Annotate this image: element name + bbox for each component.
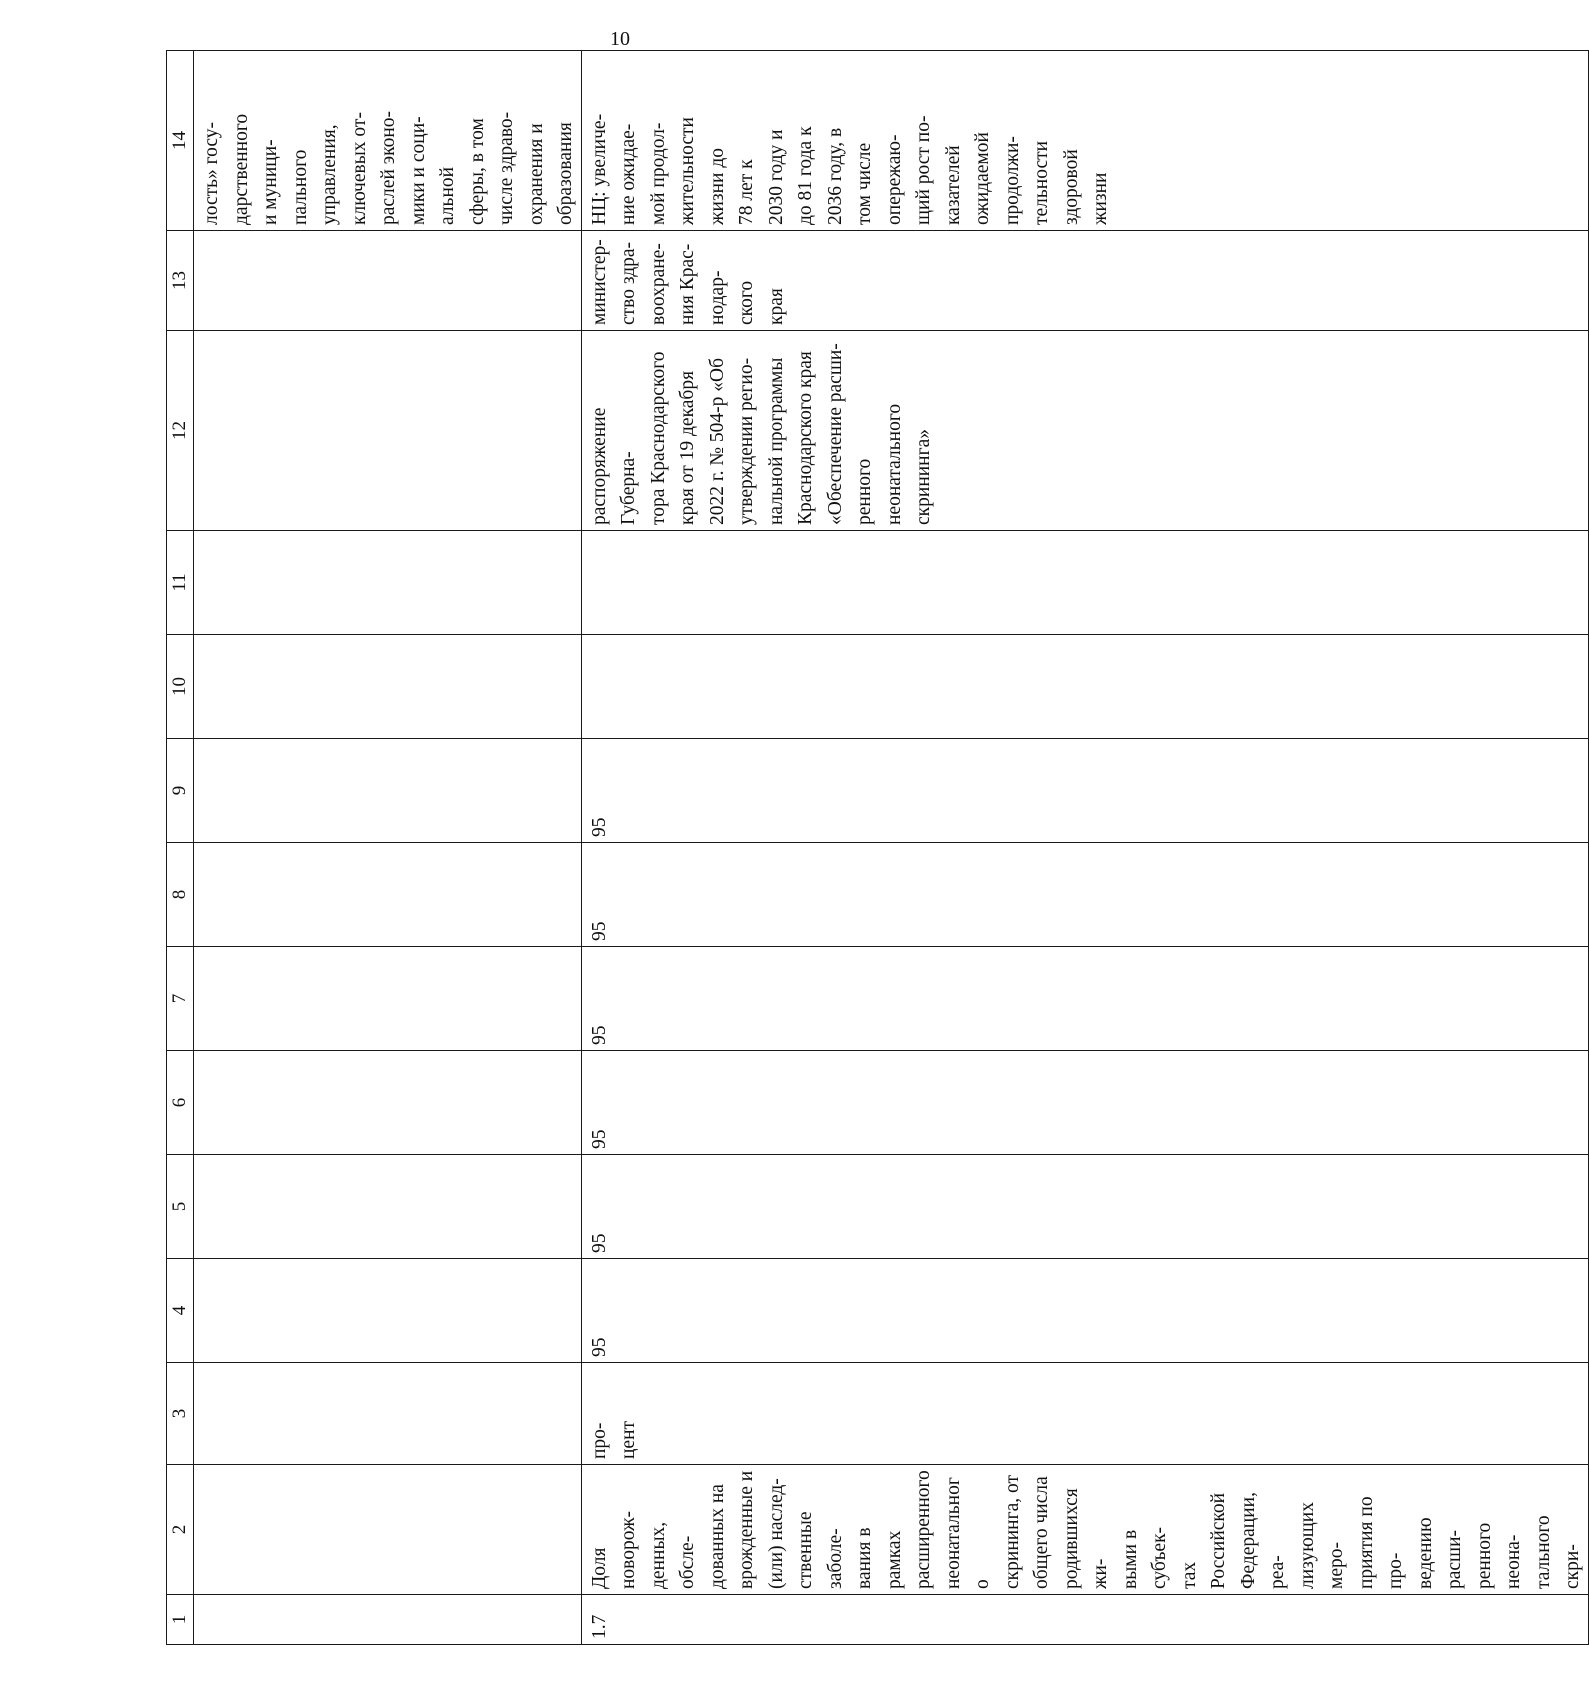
value-cell: 95 [581, 739, 1588, 843]
column-number: 4 [167, 1259, 194, 1363]
table-cell [194, 947, 582, 1051]
column-number: 5 [167, 1155, 194, 1259]
table-row [194, 51, 582, 1645]
column-number: 2 [167, 1465, 194, 1595]
table-cell [194, 635, 582, 739]
document-basis-cell: распоряжение Губерна- тора Краснодарского края от 19 декабря 2022 г. № 504-р «Об утверждении регио- нальной программы Краснодарского края «Обеспечение расши- ренного неонатального скрининга» [581, 331, 1588, 531]
table-cell [194, 843, 582, 947]
table-cell [194, 1363, 582, 1465]
column-number: 6 [167, 1051, 194, 1155]
value-cell: 95 [581, 843, 1588, 947]
row-number-cell: 1.7 [581, 1595, 1588, 1645]
table-cell [194, 1259, 582, 1363]
table-cell [194, 1155, 582, 1259]
column-number: 13 [167, 231, 194, 331]
indicators-table [166, 50, 1589, 1645]
table-cell [194, 1595, 582, 1645]
column-number: 8 [167, 843, 194, 947]
goal-cell: лость» госу- дарственного и муници- пального управления, ключевых от- раслей эконо- мики и соци- альной сферы, в том числе здраво- охранения и образования [194, 51, 582, 231]
column-number: 10 [167, 635, 194, 739]
value-cell: 95 [581, 1259, 1588, 1363]
table-row [581, 51, 1588, 1645]
table-cell [194, 331, 582, 531]
value-cell: 95 [581, 947, 1588, 1051]
table-cell [194, 739, 582, 843]
value-cell: 95 [581, 1155, 1588, 1259]
column-number: 1 [167, 1595, 194, 1645]
responsible-cell: министер- ство здра- воохране- ния Крас- нодар- ского края [581, 231, 1588, 331]
table-cell [194, 531, 582, 635]
column-number: 7 [167, 947, 194, 1051]
table-cell [194, 1465, 582, 1595]
table-cell [581, 635, 1588, 739]
column-number: 3 [167, 1363, 194, 1465]
table-cell [194, 1051, 582, 1155]
table-cell [581, 531, 1588, 635]
value-cell: 95 [581, 1051, 1588, 1155]
column-number: 11 [167, 531, 194, 635]
rotated-table-sheet [166, 61, 1583, 1645]
column-number: 12 [167, 331, 194, 531]
unit-cell: про- цент [581, 1363, 1588, 1465]
indicator-name-cell: Доля новорож- денных, обсле- дованных на врожденные и (или) наслед- ственные заболе- вания в рамках расширенного неонатального скрининга, от общего числа родившихся жи- выми в субъек- тах Российской Федерации, реа- лизующих меро- приятия по про- ведению расши- ренного неона- тального скри- [581, 1465, 1588, 1595]
page-number: 10 [610, 28, 630, 50]
table-cell [194, 231, 582, 331]
goal-cell: НЦ: увеличе- ние ожидае- мой продол- жительности жизни до 78 лет к 2030 году и до 81 года к 2036 году, в том числе опережаю- щий рост по- казателей ожидаемой продолжи- тельности здоровой жизни [581, 51, 1588, 231]
column-number: 14 [167, 51, 194, 231]
header-row [167, 51, 194, 1645]
column-number: 9 [167, 739, 194, 843]
